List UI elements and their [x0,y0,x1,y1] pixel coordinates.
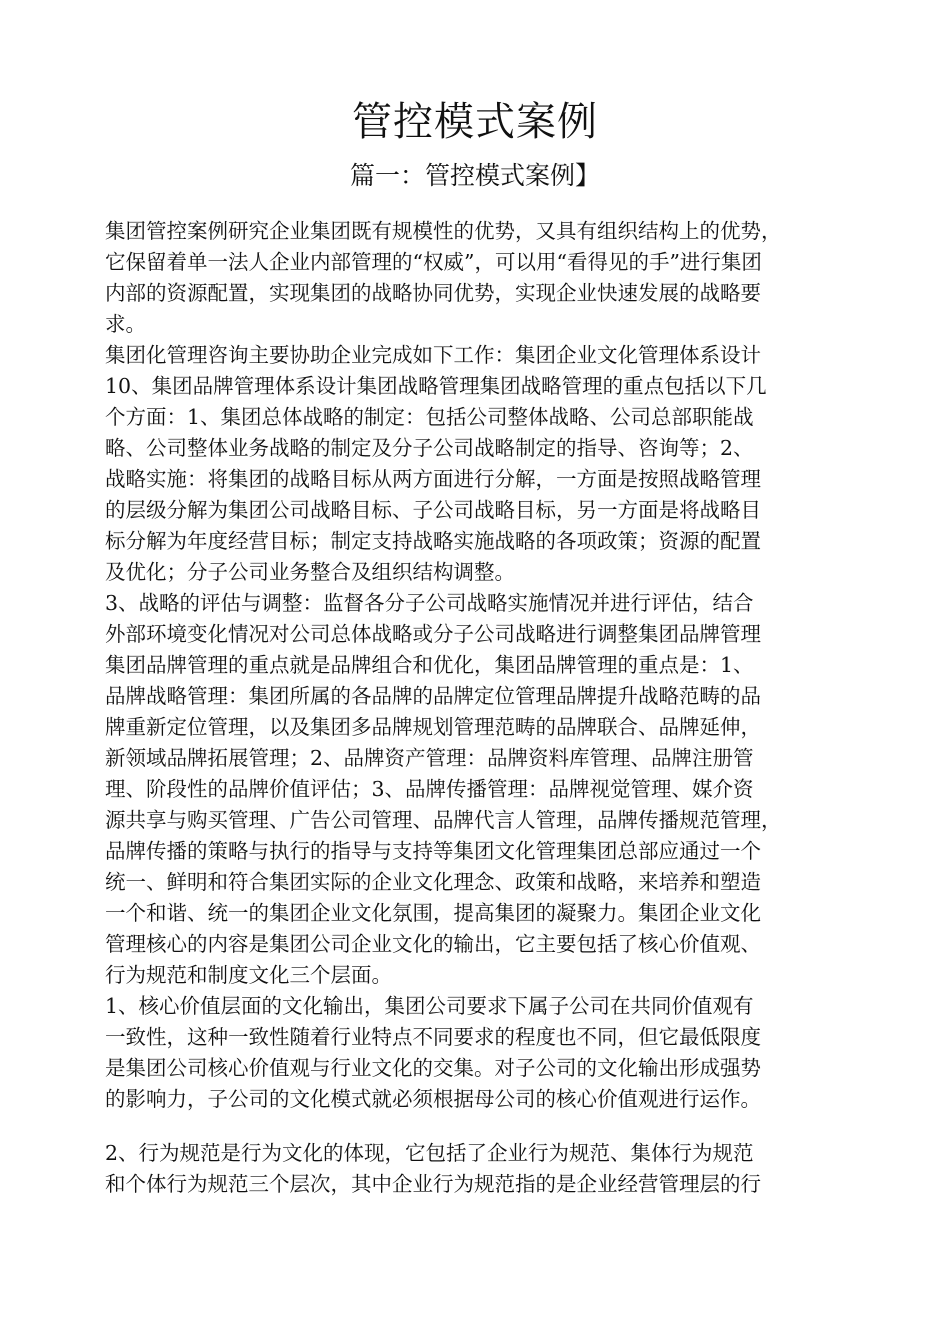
body-line: 是集团公司核心价值观与行业文化的交集。对子公司的文化输出形成强势 [105,1056,761,1080]
body-line: 源共享与购买管理、广告公司管理、品牌代言人管理，品牌传播规范管理， [105,808,782,832]
body-line: 集团管控案例研究企业集团既有规模性的优势，又具有组织结构上的优势， [105,219,782,243]
body-line: 略、公司整体业务战略的制定及分子公司战略制定的指导、咨询等；2、 [105,436,754,460]
body-line: 1、核心价值层面的文化输出，集团公司要求下属子公司在共同价值观有 [105,994,754,1018]
body-line: 3、战略的评估与调整：监督各分子公司战略实施情况并进行评估，结合 [105,591,754,615]
body-line: 个方面：1、集团总体战略的制定：包括公司整体战略、公司总部职能战 [105,405,754,429]
body-line: 2、行为规范是行为文化的体现，它包括了企业行为规范、集体行为规范 [105,1141,754,1165]
section-heading: 篇一：管控模式案例】 [349,161,600,190]
body-line: 一个和谐、统一的集团企业文化氛围，提高集团的凝聚力。集团企业文化 [105,901,761,925]
body-line: 品牌战略管理：集团所属的各品牌的品牌定位管理品牌提升战略范畴的品 [105,684,761,708]
body-line: 10、集团品牌管理体系设计集团战略管理集团战略管理的重点包括以下几 [105,374,767,398]
body-line: 新领域品牌拓展管理；2、品牌资产管理：品牌资料库管理、品牌注册管 [105,746,754,770]
body-line: 标分解为年度经营目标；制定支持战略实施战略的各项政策；资源的配置 [105,529,761,553]
body-line: 的影响力，子公司的文化模式就必须根据母公司的核心价值观进行运作。 [105,1087,761,1111]
body-line: 及优化；分子公司业务整合及组织结构调整。 [105,560,515,584]
body-line: 行为规范和制度文化三个层面。 [105,963,392,987]
body-line: 牌重新定位管理，以及集团多品牌规划管理范畴的品牌联合、品牌延伸， [105,715,761,739]
body-line: 理、阶段性的品牌价值评估；3、品牌传播管理：品牌视觉管理、媒介资 [105,777,754,801]
body-line: 的层级分解为集团公司战略目标、子公司战略目标，另一方面是将战略目 [105,498,761,522]
body-line: 它保留着单一法人企业内部管理的“权威”，可以用“看得见的手”进行集团 [105,250,762,274]
body-line: 内部的资源配置，实现集团的战略协同优势，实现企业快速发展的战略要 [105,281,761,305]
body-line: 管理核心的内容是集团公司企业文化的输出，它主要包括了核心价值观、 [105,932,761,956]
body-line: 和个体行为规范三个层次，其中企业行为规范指的是企业经营管理层的行 [105,1172,761,1196]
body-line: 统一、鲜明和符合集团实际的企业文化理念、政策和战略，来培养和塑造 [105,870,761,894]
page-title: 管控模式案例 [352,99,598,145]
body-line: 求。 [105,312,146,336]
body-line: 一致性，这种一致性随着行业特点不同要求的程度也不同，但它最低限度 [105,1025,761,1049]
body-line: 外部环境变化情况对公司总体战略或分子公司战略进行调整集团品牌管理 [105,622,761,646]
body-line: 集团化管理咨询主要协助企业完成如下工作：集团企业文化管理体系设计 [105,343,761,367]
body-line: 品牌传播的策略与执行的指导与支持等集团文化管理集团总部应通过一个 [105,839,761,863]
body-line: 集团品牌管理的重点就是品牌组合和优化，集团品牌管理的重点是：1、 [105,653,754,677]
body-line: 战略实施：将集团的战略目标从两方面进行分解，一方面是按照战略管理 [105,467,761,491]
